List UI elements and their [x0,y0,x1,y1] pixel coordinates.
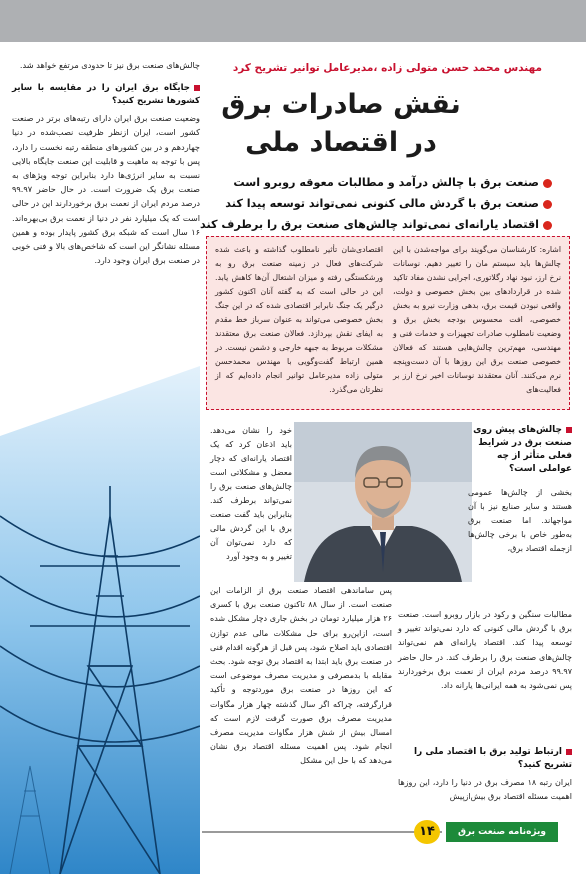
answer-2-text: ایران رتبه ۱۸ مصرف برق در دنیا را دارد، این روزها اهمیت مسئله اقتصاد برق بیش‌ازپیش [398,778,572,802]
footer-divider [202,831,442,833]
question-2-heading [398,746,572,772]
left-intro-text: چالش‌های صنعت برق نیز تا حدودی مرتفع خواهد شد. [19,60,200,70]
left-answer-text: وضعیت صنعت برق ایران دارای رتبه‌های برتر در صنعت کشور است، ایران ازنظر ظرفیت نصب‌شده در دنیا چهاردهم و در بین کشورهای منطقه رتبه نخست را دارد، پس با توجه به ماهیت و قابلیت این صنعت جایگاه بالایی نسبت به سایر انرژی‌ها دارد بنابراین توجه ویژهای به صنعت برق یک ضرورت است. در حال حاضر ۹۹.۹۷ درصد مردم ایران از نعمت برق برخوردارند این در حالی است که یک میلیارد نفر در دنیا از نعمت برق بی‌بهره‌اند. ۱۶ سال است که شبکه برق کشور پایدار بوده و همین مسئله نشانگر این است که شاخص‌های بالا و فنی خوبی در صنعت برق ایران وجود دارد. [12,113,200,266]
article-title [216,86,466,162]
left-column [12,58,200,273]
left-question-text: جایگاه برق ایران را در مقایسه با سایر کشورها تشریح کنید؟ [12,83,200,107]
red-square-marker-icon [566,749,572,755]
pylon-graphic [0,366,200,874]
page-footer [0,820,586,844]
headline-bullet [212,193,552,214]
left-question-heading [12,82,200,108]
red-bullet-dot-icon [543,179,552,188]
portrait-photo-icon [294,422,472,582]
portrait-graphic [294,422,472,582]
question-1-text: چالش‌های پیش روی صنعت برق در شرایط فعلی متأثر از چه عواملی است؟ [473,425,572,474]
headline-bullet [212,172,552,193]
headline-bullets [200,172,552,235]
top-gray-bar [0,0,586,42]
power-pylon-illustration-icon [0,366,200,874]
bullet-text: صنعت برق با چالش درآمد و مطالبات معوقه روبرو است [233,176,539,189]
red-square-marker-icon [566,427,572,433]
center-narrow-text: خود را نشان می‌دهد. باید اذعان کرد که یک اقتصاد یارانه‌ای که دچار معضل و مشکلاتی است چالش‌های صنعت برق را نمی‌تواند برطرف کند. بنابراین باید گفت صنعت برق با این گردش مالی که دارد نمی‌توان آن تغییر و به وجود آورد [210,426,292,561]
center-body-text: پس ساماندهی اقتصاد صنعت برق از الزامات این صنعت است. از سال ۸۸ تاکنون صنعت برق با کسری ۲۶ هزار میلیارد تومان در بخش جاری دچار مشکل شده است، ازاین‌رو برای حل مشکلات مالی عدم توازن اقتصادی باید اصلاح شود، پس قبل از هرگونه اقدام فنی در صنعت برق باید ابتدا به اقتصاد برق توجه شود. بحث مقابله با بدمصرفی و مدیریت مصرف موضوعی است که این روزها در صنعت برق موردتوجه و تأکید قرارگرفته، چراکه اگر سال گذشته چهار هزار مگاوات مدیریت مصرف برق صورت گرفت لازم است که امسال بیش از شش هزار مگاوات مدیریت مصرف انجام شود. پس اهمیت مسئله اقتصاد برق نشان می‌دهد که با حل این مشکل [210,586,392,766]
bullet-text: صنعت برق با گردش مالی کنونی نمی‌تواند توسعه پیدا کند [225,197,539,210]
red-bullet-dot-icon [543,221,552,230]
red-square-marker-icon [194,85,200,91]
page-number: ۱۴ [414,820,440,844]
brand-label: ویژه‌نامه صنعت برق [446,822,558,842]
answer-1-wide: مطالبات سنگین و رکود در بازار روبرو است. صنعت برق با گردش مالی کنونی که دارد نمی‌تواند تغییر و توسعه پیدا کند. اقتصاد یارانه‌ای هم نمی‌تواند چالش‌های صنعت برق را برطرف کند. در حال حاضر ۹۹.۹۷ درصد مردم ایران از نعمت برق برخوردارند پس نمی‌شود به همه ایرانی‌ها یارانه داد. [398,610,572,691]
bullet-text: اقتصاد یارانه‌ای نمی‌تواند چالش‌های صنعت برق را برطرف کند [200,218,539,231]
headline-bullet [200,214,552,235]
question-2-text: ارتباط تولید برق با اقتصاد ملی را تشریح کنید؟ [413,747,572,770]
lead-left-column: اقتصادی‌شان تأثیر نامطلوب گذاشته و باعث شده شرکت‌های فعال در زمینه صنعت برق رو به ورشکستگی رفته و میزان اشتغال آن‌ها کاهش یابد. این در حالی است که به گفته آنان اکنون کشور درگیر یک جنگ نابرابر اقتصادی شده که در این جنگ بخش خصوصی می‌تواند به عنوان سرباز خط مقدم به ایفای نقش بپردازد. فعالان صنعت برق معتقدند مشکلات مربوط به جبهه خارجی و دشمن نیست. در همین ارتباط گفت‌وگویی با مهندس محمدحسن متولی زاده مدیرعامل توانیر انجام داده‌ایم که از نظرتان می‌گذرد. [215,245,383,394]
title-line-2: در اقتصاد ملی [245,127,437,158]
answer-1-narrow: بخشی از چالش‌ها عمومی هستند و سایر صنایع نیز با آن مواجهاند. اما صنعت برق به‌طور خاص با برخی چالش‌ها ازجمله اقتصاد برق، [468,488,572,553]
lead-right-column: اشاره: کارشناسان می‌گویند برای مواجه‌شدن با این چالش‌ها باید سیستم مان را تغییر دهیم. نوسانات نرخ ارز، نبود نهاد رگلاتوری، اجرایی نشدن مفاد تاکید شده در قراردادهای بین بخش خصوصی و دولت، واقعی نبودن قیمت برق، بدهی وزارت نیرو به بخش خصوصی، افت محسوس بودجه بخش برق و وضعیت نامطلوب صادرات تجهیزات و خدمات فنی و مهندسی، مهم‌ترین چالش‌هایی هستند که فعالان خصوصی صنعت برق این روزها با آن دست‌وپنجه نرم می‌کنند. آنان معتقدند نوسانات اخیر نرخ ارز بر فعالیت‌های [393,245,561,394]
lead-intro-box [206,236,570,410]
question-1-heading [468,424,572,476]
title-line-1: نقش صادرات برق [221,89,461,120]
red-bullet-dot-icon [543,200,552,209]
article-subtitle: مهندس محمد حسن متولی زاده ،مدیرعامل توانیر تشریح کرد [232,62,542,74]
